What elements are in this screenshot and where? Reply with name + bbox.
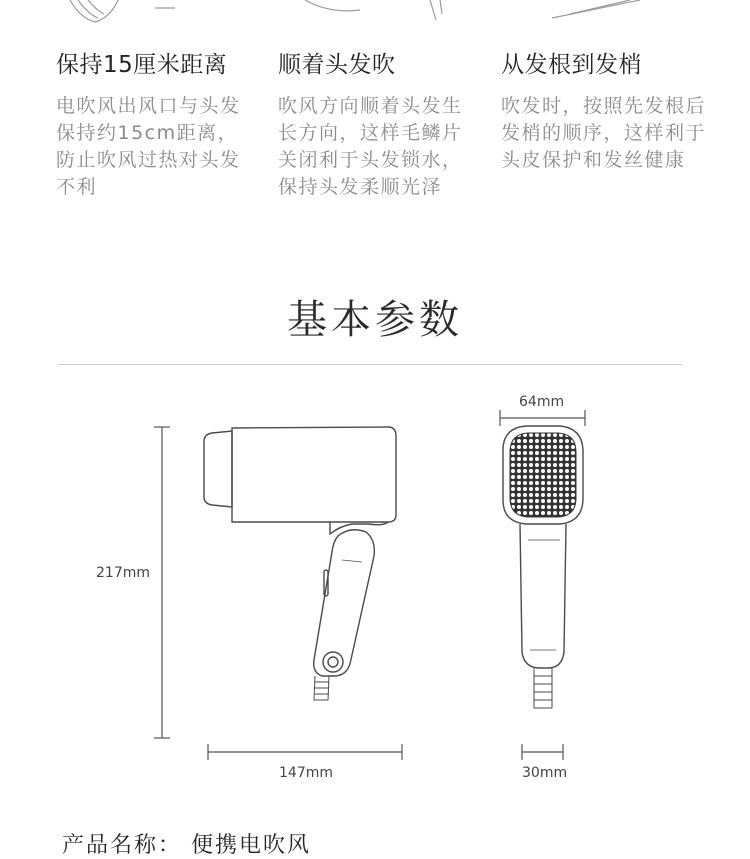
- height-dimension-line: [154, 427, 170, 738]
- front-width-dimension-line: [500, 410, 585, 426]
- product-name-row: 产品名称： 便携电吹风: [62, 833, 311, 858]
- tip-title-distance: 保持15厘米距离: [56, 52, 228, 78]
- section-divider: [58, 364, 682, 365]
- air-outlet-grille: [510, 433, 576, 517]
- dimension-diagram: [0, 380, 750, 810]
- depth-label: 30mm: [522, 765, 568, 781]
- front-width-label: 64mm: [519, 394, 565, 410]
- tip-body-distance: 电吹风出风口与头发保持约15cm距离，防止吹风过热对头发不利: [56, 95, 241, 198]
- tip-body-direction: 吹风方向顺着头发生长方向，这样毛鳞片关闭利于头发锁水，保持头发柔顺光泽: [278, 95, 463, 198]
- tip-title-root-to-tip: 从发根到发梢: [501, 52, 642, 78]
- height-label: 217mm: [96, 565, 150, 581]
- hair-dryer-side-view: [204, 427, 396, 700]
- hair-illustration-strip: [0, 0, 750, 30]
- tip-body-root-to-tip: 吹发时，按照先发根后发梢的顺序，这样利于头皮保护和发丝健康: [501, 95, 707, 171]
- width-dimension-line: [208, 744, 402, 760]
- width-label: 147mm: [279, 765, 333, 781]
- tip-title-direction: 顺着头发吹: [278, 52, 396, 78]
- depth-dimension-line: [522, 744, 563, 760]
- section-title: 基本参数: [287, 297, 463, 343]
